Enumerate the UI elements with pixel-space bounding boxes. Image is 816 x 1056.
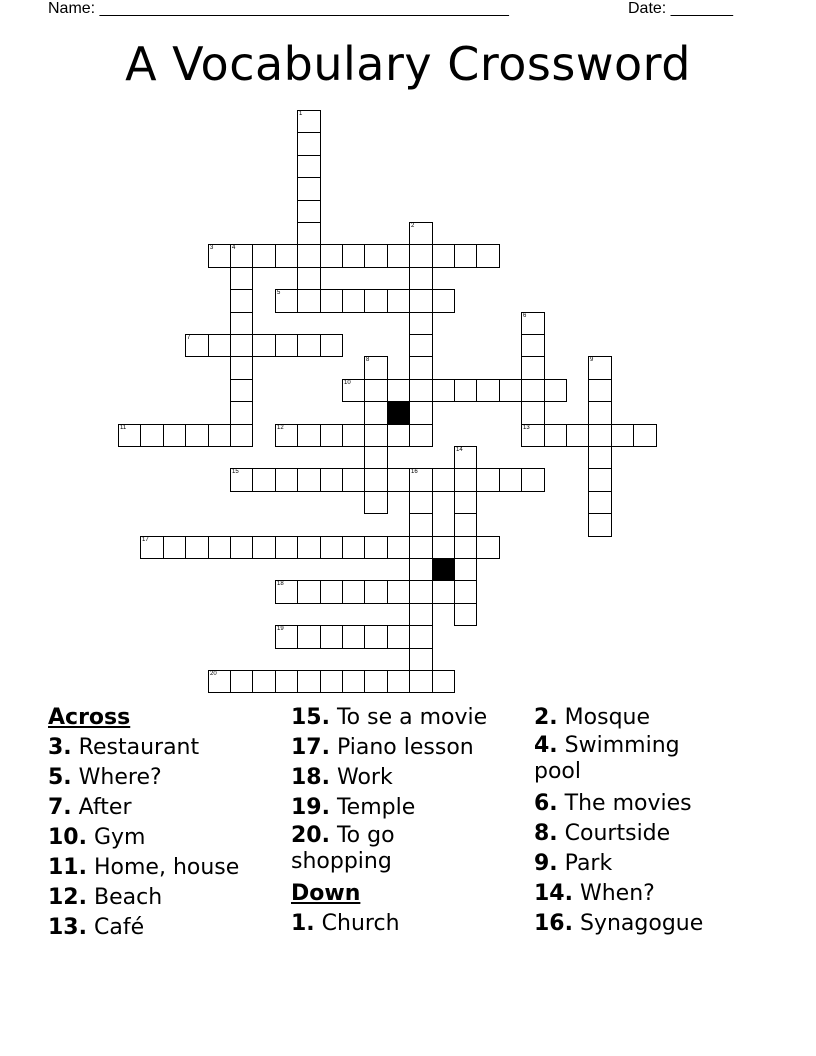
grid-cell[interactable]: [208, 334, 231, 357]
clue-text: Café: [93, 915, 145, 940]
grid-cell[interactable]: [454, 536, 477, 559]
grid-block-cell: [432, 558, 455, 581]
cell-number: 18: [277, 581, 284, 587]
clue-down-14: [534, 879, 754, 909]
grid-cell[interactable]: [588, 491, 612, 514]
clue-number: 15.: [291, 705, 330, 730]
grid-cell[interactable]: [588, 379, 612, 402]
grid-cell[interactable]: [499, 379, 522, 402]
grid-cell[interactable]: [499, 468, 522, 492]
clue-column-2: [291, 703, 531, 939]
grid-cell[interactable]: [409, 356, 433, 380]
clue-number: 1.: [291, 911, 315, 936]
grid-cell[interactable]: [275, 334, 298, 357]
grid-cell[interactable]: [364, 356, 388, 380]
grid-cell[interactable]: [320, 580, 343, 604]
clue-down-6: [534, 789, 754, 819]
grid-cell[interactable]: [387, 670, 410, 693]
grid-cell[interactable]: [118, 424, 141, 447]
grid-cell[interactable]: [320, 334, 343, 357]
clue-across-19: [291, 793, 531, 823]
grid-cell[interactable]: [275, 670, 298, 693]
grid-cell[interactable]: [230, 379, 253, 402]
grid-cell[interactable]: [208, 536, 231, 559]
grid-cell[interactable]: [364, 670, 388, 693]
grid-block-cell: [387, 401, 410, 425]
grid-cell[interactable]: [320, 424, 343, 447]
grid-cell[interactable]: [275, 244, 298, 268]
clue-across-17: [291, 733, 531, 763]
grid-cell[interactable]: [297, 132, 321, 156]
grid-cell[interactable]: [320, 536, 343, 559]
grid-cell[interactable]: [297, 289, 321, 313]
grid-cell[interactable]: [163, 536, 186, 559]
grid-cell[interactable]: [297, 468, 321, 492]
clue-number: 4.: [534, 733, 558, 758]
clue-number: 5.: [48, 765, 72, 790]
clue-number: 16.: [534, 911, 573, 936]
grid-cell[interactable]: [342, 244, 365, 268]
grid-cell[interactable]: [521, 334, 545, 357]
grid-cell[interactable]: [387, 379, 410, 402]
grid-cell[interactable]: [320, 244, 343, 268]
clue-text: Mosque: [564, 705, 651, 730]
clue-text: Church: [321, 911, 400, 936]
grid-cell[interactable]: [409, 625, 433, 649]
cell-number: 19: [277, 626, 284, 632]
clue-text: Restaurant: [78, 735, 200, 760]
clue-number: 20.: [291, 823, 330, 848]
clue-number: 14.: [534, 881, 573, 906]
grid-cell[interactable]: [387, 468, 410, 492]
grid-cell[interactable]: [364, 424, 388, 447]
grid-cell[interactable]: [364, 468, 388, 492]
clue-text: To se a movie: [336, 705, 488, 730]
grid-cell[interactable]: [409, 244, 433, 268]
grid-cell[interactable]: [454, 558, 477, 581]
grid-cell[interactable]: [297, 222, 321, 245]
grid-cell[interactable]: [387, 580, 410, 604]
grid-cell[interactable]: [521, 424, 545, 447]
grid-cell[interactable]: [387, 244, 410, 268]
grid-cell[interactable]: [566, 424, 589, 447]
grid-cell[interactable]: [588, 513, 612, 537]
grid-cell[interactable]: [208, 670, 231, 693]
cell-number: 6: [523, 313, 527, 319]
clue-number: 3.: [48, 735, 72, 760]
clue-down-16: [534, 909, 754, 939]
grid-cell[interactable]: [320, 289, 343, 313]
grid-cell[interactable]: [409, 670, 433, 693]
grid-cell[interactable]: [387, 424, 410, 447]
grid-cell[interactable]: [185, 536, 209, 559]
across-heading: Across: [48, 705, 131, 730]
grid-cell[interactable]: [230, 670, 253, 693]
grid-cell[interactable]: [297, 200, 321, 223]
grid-cell[interactable]: [521, 401, 545, 425]
grid-cell[interactable]: [297, 155, 321, 178]
grid-cell[interactable]: [476, 244, 500, 268]
clue-number: 18.: [291, 765, 330, 790]
clue-across-3: [48, 733, 288, 763]
cell-number: 8: [366, 357, 370, 363]
clue-text: After: [78, 795, 132, 820]
grid-cell[interactable]: [297, 536, 321, 559]
grid-cell[interactable]: [409, 468, 433, 492]
clue-number: 7.: [48, 795, 72, 820]
clue-column-3: [534, 703, 754, 939]
grid-cell[interactable]: [409, 580, 433, 604]
grid-cell[interactable]: [342, 468, 365, 492]
grid-cell[interactable]: [297, 424, 321, 447]
grid-cell[interactable]: [387, 289, 410, 313]
grid-cell[interactable]: [588, 446, 612, 469]
clue-number: 10.: [48, 825, 87, 850]
grid-cell[interactable]: [275, 468, 298, 492]
clue-number: 12.: [48, 885, 87, 910]
clue-text: Work: [336, 765, 393, 790]
cell-number: 1: [299, 111, 303, 117]
grid-cell[interactable]: [252, 334, 276, 357]
grid-cell[interactable]: [297, 110, 321, 133]
grid-cell[interactable]: [275, 424, 298, 447]
grid-cell[interactable]: [588, 356, 612, 380]
grid-cell[interactable]: [409, 334, 433, 357]
down-heading: Down: [291, 881, 361, 906]
clue-text: Swimming pool: [534, 733, 680, 784]
grid-cell[interactable]: [297, 267, 321, 290]
grid-cell[interactable]: [521, 312, 545, 335]
clue-down-4: [534, 733, 704, 785]
clue-text: To go shopping: [291, 823, 395, 874]
grid-cell[interactable]: [275, 536, 298, 559]
grid-cell[interactable]: [364, 401, 388, 425]
grid-cell[interactable]: [230, 334, 253, 357]
cell-number: 11: [120, 425, 127, 431]
clue-text: Temple: [336, 795, 416, 820]
clue-column-1: [48, 703, 288, 943]
grid-cell[interactable]: [476, 379, 500, 402]
grid-cell[interactable]: [297, 177, 321, 201]
grid-cell[interactable]: [252, 468, 276, 492]
clue-text: When?: [579, 881, 655, 906]
clue-number: 17.: [291, 735, 330, 760]
grid-cell[interactable]: [297, 670, 321, 693]
grid-cell[interactable]: [409, 491, 433, 514]
clue-text: Synagogue: [579, 911, 704, 936]
grid-cell[interactable]: [544, 379, 567, 402]
grid-cell[interactable]: [364, 289, 388, 313]
grid-cell[interactable]: [208, 424, 231, 447]
clue-text: Courtside: [564, 821, 671, 846]
grid-cell[interactable]: [342, 670, 365, 693]
clue-down-8: [534, 819, 754, 849]
grid-cell[interactable]: [320, 670, 343, 693]
cell-number: 16: [411, 469, 418, 475]
grid-cell[interactable]: [364, 491, 388, 514]
cell-number: 9: [590, 357, 594, 363]
clue-across-7: [48, 793, 288, 823]
clue-down-9: [534, 849, 754, 879]
grid-cell[interactable]: [409, 536, 433, 559]
clue-number: 11.: [48, 855, 87, 880]
grid-cell[interactable]: [409, 289, 433, 313]
clue-number: 8.: [534, 821, 558, 846]
grid-cell[interactable]: [454, 603, 477, 626]
grid-cell[interactable]: [342, 625, 365, 649]
grid-cell[interactable]: [476, 536, 500, 559]
grid-cell[interactable]: [409, 222, 433, 245]
grid-cell[interactable]: [364, 536, 388, 559]
grid-cell[interactable]: [633, 424, 657, 447]
cell-number: 4: [232, 245, 236, 251]
grid-cell[interactable]: [432, 289, 455, 313]
clue-across-12: [48, 883, 288, 913]
cell-number: 10: [344, 380, 351, 386]
grid-cell[interactable]: [588, 424, 612, 447]
cell-number: 7: [187, 335, 191, 341]
grid-cell[interactable]: [342, 379, 365, 402]
grid-cell[interactable]: [230, 356, 253, 380]
grid-cell[interactable]: [230, 312, 253, 335]
cell-number: 5: [277, 290, 281, 296]
grid-cell[interactable]: [230, 289, 253, 313]
grid-cell[interactable]: [387, 536, 410, 559]
clue-across-10: [48, 823, 288, 853]
grid-cell[interactable]: [588, 468, 612, 492]
grid-cell[interactable]: [476, 468, 500, 492]
grid-cell[interactable]: [454, 244, 477, 268]
grid-cell[interactable]: [409, 648, 433, 671]
grid-cell[interactable]: [230, 536, 253, 559]
grid-cell[interactable]: [140, 536, 164, 559]
clue-across-20: [291, 823, 441, 875]
cell-number: 13: [523, 425, 530, 431]
grid-cell[interactable]: [409, 312, 433, 335]
grid-cell[interactable]: [432, 580, 455, 604]
clue-across-11: [48, 853, 288, 883]
grid-cell[interactable]: [320, 468, 343, 492]
name-field-line[interactable]: Name: ______________________________________________: [48, 0, 509, 17]
grid-cell[interactable]: [409, 558, 433, 581]
grid-cell[interactable]: [454, 513, 477, 537]
grid-cell[interactable]: [432, 536, 455, 559]
grid-cell[interactable]: [342, 289, 365, 313]
grid-cell[interactable]: [252, 244, 276, 268]
grid-cell[interactable]: [364, 580, 388, 604]
grid-cell[interactable]: [409, 603, 433, 626]
cell-number: 2: [411, 223, 415, 229]
grid-cell[interactable]: [432, 670, 455, 693]
grid-cell[interactable]: [275, 625, 298, 649]
grid-cell[interactable]: [364, 379, 388, 402]
clue-text: Gym: [93, 825, 146, 850]
grid-cell[interactable]: [163, 424, 186, 447]
grid-cell[interactable]: [454, 379, 477, 402]
cell-number: 12: [277, 425, 284, 431]
grid-cell[interactable]: [432, 244, 455, 268]
grid-cell[interactable]: [432, 379, 455, 402]
grid-cell[interactable]: [454, 580, 477, 604]
grid-cell[interactable]: [454, 446, 477, 469]
grid-cell[interactable]: [409, 401, 433, 425]
grid-cell[interactable]: [230, 424, 253, 447]
grid-cell[interactable]: [521, 468, 545, 492]
clue-across-18: [291, 763, 531, 793]
grid-cell[interactable]: [275, 580, 298, 604]
grid-cell[interactable]: [454, 491, 477, 514]
grid-cell[interactable]: [342, 580, 365, 604]
clue-text: Where?: [78, 765, 162, 790]
clue-across-15: [291, 703, 531, 733]
clue-number: 6.: [534, 791, 558, 816]
clue-number: 2.: [534, 705, 558, 730]
cell-number: 14: [456, 447, 463, 453]
grid-cell[interactable]: [140, 424, 164, 447]
clue-down-2: [534, 703, 754, 733]
grid-cell[interactable]: [588, 401, 612, 425]
clue-text: The movies: [564, 791, 692, 816]
clue-down-1: [291, 909, 531, 939]
grid-cell[interactable]: [454, 468, 477, 492]
grid-cell[interactable]: [342, 424, 365, 447]
clue-number: 9.: [534, 851, 558, 876]
grid-cell[interactable]: [275, 289, 298, 313]
grid-cell[interactable]: [432, 468, 455, 492]
grid-cell[interactable]: [297, 334, 321, 357]
grid-cell[interactable]: [297, 244, 321, 268]
grid-cell[interactable]: [409, 424, 433, 447]
grid-cell[interactable]: [252, 536, 276, 559]
clue-across-13: [48, 913, 288, 943]
date-field-line[interactable]: Date: _______: [628, 0, 733, 17]
clue-text: Home, house: [93, 855, 240, 880]
grid-cell[interactable]: [342, 536, 365, 559]
grid-cell[interactable]: [364, 625, 388, 649]
grid-cell[interactable]: [409, 513, 433, 537]
grid-cell[interactable]: [230, 468, 253, 492]
grid-cell[interactable]: [611, 424, 634, 447]
clue-number: 13.: [48, 915, 87, 940]
cell-number: 20: [210, 671, 217, 677]
clue-across-5: [48, 763, 288, 793]
grid-cell[interactable]: [521, 356, 545, 380]
grid-cell[interactable]: [208, 244, 231, 268]
clue-text: Piano lesson: [336, 735, 474, 760]
page-title: A Vocabulary Crossword: [125, 37, 691, 91]
grid-cell[interactable]: [185, 424, 209, 447]
grid-cell[interactable]: [230, 244, 253, 268]
grid-cell[interactable]: [252, 670, 276, 693]
clue-number: 19.: [291, 795, 330, 820]
grid-cell[interactable]: [409, 379, 433, 402]
grid-cell[interactable]: [364, 244, 388, 268]
grid-cell[interactable]: [320, 625, 343, 649]
grid-cell[interactable]: [230, 267, 253, 290]
clue-text: Beach: [93, 885, 163, 910]
cell-number: 17: [142, 537, 149, 543]
grid-cell[interactable]: [185, 334, 209, 357]
cell-number: 3: [210, 245, 214, 251]
grid-cell[interactable]: [521, 379, 545, 402]
grid-cell[interactable]: [364, 446, 388, 469]
grid-cell[interactable]: [297, 580, 321, 604]
cell-number: 15: [232, 469, 239, 475]
clue-text: Park: [564, 851, 613, 876]
grid-cell[interactable]: [409, 267, 433, 290]
grid-cell[interactable]: [387, 625, 410, 649]
grid-cell[interactable]: [230, 401, 253, 425]
grid-cell[interactable]: [544, 424, 567, 447]
grid-cell[interactable]: [297, 625, 321, 649]
